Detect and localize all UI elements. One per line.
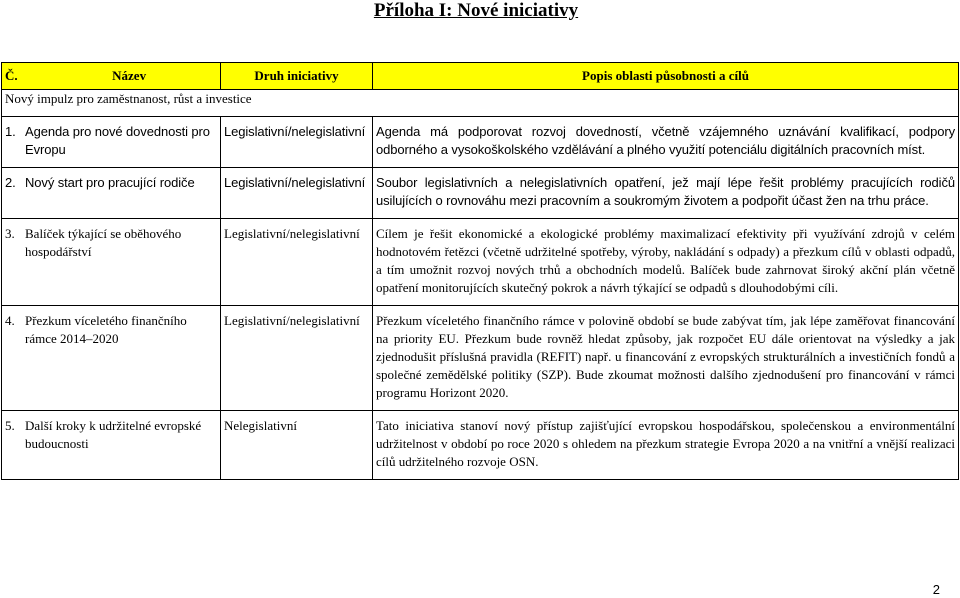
section-row (2, 90, 959, 117)
initiative-name: Agenda pro nové dovednosti pro Evropu (25, 124, 210, 157)
header-number: Č. (5, 68, 18, 83)
initiative-type: Legislativní/nelegislativní (221, 219, 373, 306)
table-row (2, 306, 959, 411)
header-type: Druh iniciativy (221, 63, 373, 90)
initiative-number: 5. (5, 418, 15, 433)
header-name: Název (112, 68, 147, 83)
initiatives-table (1, 62, 959, 480)
initiative-name: Další kroky k udržitelné evropské budoucnosti (25, 418, 202, 451)
table-header-row (2, 63, 959, 90)
page-title: Příloha I: Nové iniciativy (373, 0, 579, 21)
section-title: Nový impulz pro zaměstnanost, růst a investice (2, 90, 959, 117)
initiative-name: Přezkum víceletého finančního rámce 2014–2020 (25, 313, 187, 346)
initiative-number: 3. (5, 226, 15, 241)
table-row (2, 411, 959, 480)
initiative-name: Nový start pro pracující rodiče (25, 175, 195, 190)
header-number-name (2, 63, 221, 90)
initiative-number: 2. (5, 175, 16, 190)
initiative-cell (2, 117, 221, 168)
initiative-type: Legislativní/nelegislativní (221, 168, 373, 219)
initiative-description: Soubor legislativních a nelegislativních opatření, jež mají lépe řešit problémy pracujících rodičů usilujících o rovnováhu mezi pracovním a soukromým životem a podpořit účast žen na trhu práce. (373, 168, 959, 219)
initiative-cell (2, 168, 221, 219)
initiative-description: Agenda má podporovat rozvoj dovedností, včetně vzájemného uznávání kvalifikací, podpory odborného a vysokoškolského vzdělávání a plného využití potenciálu digitálních pracovních míst. (373, 117, 959, 168)
initiative-name: Balíček týkající se oběhového hospodářství (25, 226, 182, 259)
table-row (2, 117, 959, 168)
table-row (2, 219, 959, 306)
initiative-cell (2, 219, 221, 306)
initiative-number: 1. (5, 124, 16, 139)
initiative-description: Tato iniciativa stanoví nový přístup zajišťující evropskou hospodářskou, společenskou a environmentální udržitelnost v období po roce 2020 s ohledem na přezkum strategie Evropa 2020 a na vnitřní a vnější realizaci cílů udržitelného rozvoje OSN. (373, 411, 959, 480)
header-description: Popis oblasti působnosti a cílů (373, 63, 959, 90)
page-number: 2 (932, 582, 940, 597)
initiative-cell (2, 411, 221, 480)
initiative-cell (2, 306, 221, 411)
initiative-type: Legislativní/nelegislativní (221, 306, 373, 411)
initiative-type: Nelegislativní (221, 411, 373, 480)
initiative-description: Přezkum víceletého finančního rámce v polovině období se bude zabývat tím, jak lépe zaměřovat financování na priority EU. Přezkum bude rovněž hledat způsoby, jak rozpočet EU dále orientovat na výsledky a jak zjednodušit příslušná pravidla (REFIT) např. u financování z evropských strukturálních a investičních fondů a společné zemědělské politiky (SZP). Bude zkoumat možnosti dalšího zjednodušení pro financování v rámci programu Horizont 2020. (373, 306, 959, 411)
initiative-description: Cílem je řešit ekonomické a ekologické problémy maximalizací efektivity při využívání zdrojů v celém hodnotovém řetězci (včetně udržitelné spotřeby, výroby, nakládání s odpady) a přezkum cílů v oblasti odpadů, a tím umožnit rozvoj nových trhů a obchodních modelů. Balíček bude zahrnovat široký akční plán včetně opatření monitorujících skutečný pokrok a návrh týkající se odpadů s dlouhodobými cíli. (373, 219, 959, 306)
initiative-type: Legislativní/nelegislativní (221, 117, 373, 168)
initiative-number: 4. (5, 313, 15, 328)
table-row (2, 168, 959, 219)
